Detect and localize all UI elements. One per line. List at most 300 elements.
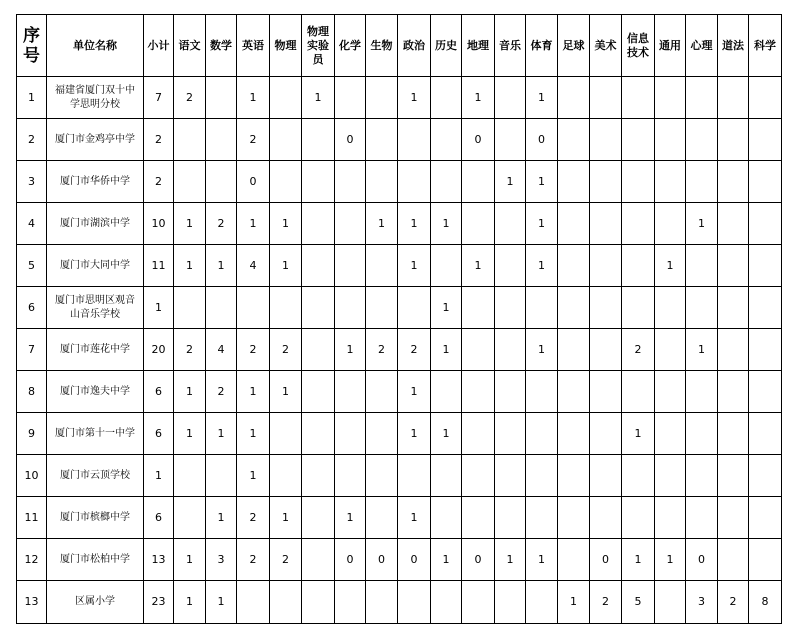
row-number: 12: [17, 539, 47, 581]
column-header: 单位名称: [47, 15, 144, 77]
count-cell: [495, 455, 526, 497]
table-row: [17, 413, 782, 455]
count-cell: [686, 287, 718, 329]
count-cell: [174, 161, 206, 203]
count-cell: [431, 119, 462, 161]
count-cell: [718, 539, 749, 581]
count-cell: 1: [398, 245, 431, 287]
subtotal-cell: 6: [144, 497, 174, 539]
count-cell: 3: [686, 581, 718, 624]
column-header: 历史: [431, 15, 462, 77]
count-cell: [462, 329, 495, 371]
count-cell: [335, 245, 366, 287]
count-cell: 1: [302, 77, 335, 119]
count-cell: [749, 287, 782, 329]
count-cell: 2: [237, 497, 270, 539]
count-cell: 0: [590, 539, 622, 581]
unit-name: 区属小学: [47, 581, 144, 624]
count-cell: 2: [590, 581, 622, 624]
count-cell: [462, 203, 495, 245]
count-cell: [495, 497, 526, 539]
count-cell: [655, 371, 686, 413]
count-cell: [655, 497, 686, 539]
subtotal-cell: 13: [144, 539, 174, 581]
count-cell: 1: [462, 77, 495, 119]
count-cell: [366, 413, 398, 455]
count-cell: [174, 497, 206, 539]
count-cell: 1: [526, 329, 558, 371]
count-cell: [526, 287, 558, 329]
count-cell: 1: [431, 203, 462, 245]
count-cell: [366, 371, 398, 413]
count-cell: [495, 371, 526, 413]
count-cell: [302, 287, 335, 329]
count-cell: [398, 161, 431, 203]
count-cell: [431, 581, 462, 624]
count-cell: [590, 245, 622, 287]
count-cell: [749, 245, 782, 287]
count-cell: [526, 455, 558, 497]
count-cell: [174, 119, 206, 161]
table-body: [17, 77, 782, 624]
count-cell: [718, 287, 749, 329]
count-cell: 1: [398, 413, 431, 455]
count-cell: [622, 161, 655, 203]
count-cell: [749, 455, 782, 497]
unit-name: 厦门市思明区观音山音乐学校: [47, 287, 144, 329]
count-cell: [302, 119, 335, 161]
count-cell: 1: [237, 455, 270, 497]
count-cell: 1: [526, 77, 558, 119]
count-cell: 2: [237, 539, 270, 581]
count-cell: [655, 413, 686, 455]
count-cell: 1: [206, 497, 237, 539]
count-cell: 2: [270, 539, 302, 581]
unit-name: 厦门市金鸡亭中学: [47, 119, 144, 161]
table-row: [17, 539, 782, 581]
count-cell: [270, 77, 302, 119]
count-cell: 1: [174, 371, 206, 413]
unit-name: 厦门市大同中学: [47, 245, 144, 287]
count-cell: [749, 161, 782, 203]
count-cell: 4: [206, 329, 237, 371]
count-cell: [206, 287, 237, 329]
count-cell: [237, 581, 270, 624]
row-number: 13: [17, 581, 47, 624]
count-cell: [558, 413, 590, 455]
count-cell: [655, 581, 686, 624]
unit-name: 厦门市松柏中学: [47, 539, 144, 581]
count-cell: 1: [270, 371, 302, 413]
unit-name: 厦门市逸夫中学: [47, 371, 144, 413]
count-cell: [495, 203, 526, 245]
count-cell: [526, 371, 558, 413]
count-cell: [718, 119, 749, 161]
count-cell: [335, 413, 366, 455]
count-cell: 1: [526, 203, 558, 245]
count-cell: [622, 287, 655, 329]
count-cell: [431, 77, 462, 119]
count-cell: [655, 287, 686, 329]
table-row: [17, 119, 782, 161]
count-cell: [431, 455, 462, 497]
count-cell: [302, 413, 335, 455]
count-cell: [206, 77, 237, 119]
column-header: 数学: [206, 15, 237, 77]
count-cell: 1: [622, 539, 655, 581]
count-cell: 1: [237, 203, 270, 245]
subtotal-cell: 2: [144, 161, 174, 203]
count-cell: [686, 497, 718, 539]
row-number: 2: [17, 119, 47, 161]
count-cell: 1: [431, 329, 462, 371]
count-cell: 2: [174, 329, 206, 371]
count-cell: [686, 413, 718, 455]
count-cell: 5: [622, 581, 655, 624]
count-cell: [495, 413, 526, 455]
count-cell: [366, 161, 398, 203]
unit-name: 厦门市云顶学校: [47, 455, 144, 497]
count-cell: [718, 245, 749, 287]
column-header: 足球: [558, 15, 590, 77]
count-cell: [590, 287, 622, 329]
count-cell: 1: [431, 539, 462, 581]
row-number: 4: [17, 203, 47, 245]
count-cell: [398, 581, 431, 624]
count-cell: 1: [174, 581, 206, 624]
unit-name: 福建省厦门双十中学思明分校: [47, 77, 144, 119]
column-header: 心理: [686, 15, 718, 77]
column-header: 序 号: [17, 15, 47, 77]
count-cell: [206, 119, 237, 161]
count-cell: [686, 77, 718, 119]
count-cell: [398, 119, 431, 161]
count-cell: [558, 287, 590, 329]
count-cell: [270, 581, 302, 624]
count-cell: 1: [270, 245, 302, 287]
count-cell: [749, 413, 782, 455]
count-cell: [622, 497, 655, 539]
count-cell: [622, 455, 655, 497]
count-cell: [495, 245, 526, 287]
count-cell: [686, 371, 718, 413]
row-number: 6: [17, 287, 47, 329]
count-cell: [302, 371, 335, 413]
count-cell: [270, 455, 302, 497]
count-cell: [590, 161, 622, 203]
count-cell: [718, 203, 749, 245]
row-number: 3: [17, 161, 47, 203]
count-cell: [558, 77, 590, 119]
count-cell: [558, 539, 590, 581]
count-cell: [655, 77, 686, 119]
count-cell: 0: [462, 119, 495, 161]
count-cell: [655, 161, 686, 203]
count-cell: 1: [366, 203, 398, 245]
count-cell: [686, 455, 718, 497]
count-cell: [558, 371, 590, 413]
count-cell: [495, 287, 526, 329]
count-cell: [718, 329, 749, 371]
count-cell: 2: [366, 329, 398, 371]
column-header: 科学: [749, 15, 782, 77]
count-cell: [655, 455, 686, 497]
count-cell: [558, 203, 590, 245]
count-cell: 1: [335, 497, 366, 539]
count-cell: [590, 497, 622, 539]
count-cell: 1: [655, 245, 686, 287]
count-cell: [558, 119, 590, 161]
count-cell: [398, 455, 431, 497]
count-cell: [366, 77, 398, 119]
count-cell: 0: [526, 119, 558, 161]
count-cell: [718, 413, 749, 455]
table-row: [17, 287, 782, 329]
count-cell: 0: [335, 539, 366, 581]
count-cell: 1: [270, 203, 302, 245]
count-cell: [686, 119, 718, 161]
count-cell: [526, 497, 558, 539]
count-cell: 1: [526, 539, 558, 581]
subtotal-cell: 10: [144, 203, 174, 245]
row-number: 7: [17, 329, 47, 371]
count-cell: [237, 287, 270, 329]
count-cell: [749, 203, 782, 245]
count-cell: [335, 161, 366, 203]
count-cell: 3: [206, 539, 237, 581]
count-cell: [302, 203, 335, 245]
count-cell: [270, 413, 302, 455]
count-cell: [749, 119, 782, 161]
unit-name: 厦门市槟榔中学: [47, 497, 144, 539]
count-cell: [718, 161, 749, 203]
count-cell: [590, 203, 622, 245]
count-cell: 0: [398, 539, 431, 581]
count-cell: [335, 203, 366, 245]
count-cell: 1: [335, 329, 366, 371]
count-cell: [495, 77, 526, 119]
row-number: 8: [17, 371, 47, 413]
column-header: 政治: [398, 15, 431, 77]
count-cell: [686, 161, 718, 203]
count-cell: [558, 245, 590, 287]
count-cell: [174, 287, 206, 329]
table-row: [17, 455, 782, 497]
count-cell: [558, 329, 590, 371]
count-cell: [398, 287, 431, 329]
count-cell: [431, 371, 462, 413]
count-cell: 4: [237, 245, 270, 287]
count-cell: 1: [398, 371, 431, 413]
count-cell: [302, 329, 335, 371]
count-cell: [366, 245, 398, 287]
count-cell: [590, 77, 622, 119]
count-cell: [558, 161, 590, 203]
count-cell: [495, 581, 526, 624]
count-cell: [302, 581, 335, 624]
subtotal-cell: 20: [144, 329, 174, 371]
count-cell: [335, 287, 366, 329]
count-cell: [462, 371, 495, 413]
subtotal-cell: 6: [144, 371, 174, 413]
subtotal-cell: 7: [144, 77, 174, 119]
count-cell: [655, 203, 686, 245]
count-cell: [335, 581, 366, 624]
count-cell: [366, 581, 398, 624]
table-row: [17, 497, 782, 539]
count-cell: [335, 455, 366, 497]
count-cell: [655, 329, 686, 371]
count-cell: 1: [206, 245, 237, 287]
count-cell: 0: [462, 539, 495, 581]
count-cell: [718, 497, 749, 539]
count-cell: [462, 287, 495, 329]
count-cell: [302, 497, 335, 539]
count-cell: [431, 161, 462, 203]
row-number: 9: [17, 413, 47, 455]
count-cell: [558, 455, 590, 497]
count-cell: 1: [526, 245, 558, 287]
count-cell: [431, 497, 462, 539]
count-cell: 1: [686, 203, 718, 245]
count-cell: [749, 329, 782, 371]
unit-name: 厦门市湖滨中学: [47, 203, 144, 245]
column-header: 生物: [366, 15, 398, 77]
subtotal-cell: 1: [144, 455, 174, 497]
table-header: [17, 15, 782, 77]
column-header: 音乐: [495, 15, 526, 77]
count-cell: 1: [174, 245, 206, 287]
count-cell: 1: [270, 497, 302, 539]
count-cell: 2: [206, 371, 237, 413]
count-cell: [526, 581, 558, 624]
count-cell: [462, 413, 495, 455]
count-cell: [622, 203, 655, 245]
count-cell: [749, 77, 782, 119]
count-cell: 0: [237, 161, 270, 203]
count-cell: 1: [398, 203, 431, 245]
row-number: 11: [17, 497, 47, 539]
column-header: 道法: [718, 15, 749, 77]
column-header: 物理: [270, 15, 302, 77]
count-cell: [366, 455, 398, 497]
count-cell: [270, 287, 302, 329]
staffing-table: [16, 14, 782, 624]
count-cell: 1: [558, 581, 590, 624]
column-header: 语文: [174, 15, 206, 77]
count-cell: [655, 119, 686, 161]
row-number: 1: [17, 77, 47, 119]
count-cell: 1: [431, 413, 462, 455]
column-header: 物理 实验 员: [302, 15, 335, 77]
count-cell: [366, 287, 398, 329]
count-cell: 1: [206, 413, 237, 455]
table-row: [17, 245, 782, 287]
count-cell: 1: [655, 539, 686, 581]
count-cell: [686, 245, 718, 287]
count-cell: 1: [174, 413, 206, 455]
count-cell: 1: [237, 371, 270, 413]
column-header: 地理: [462, 15, 495, 77]
count-cell: 1: [206, 581, 237, 624]
count-cell: 1: [495, 161, 526, 203]
count-cell: 2: [206, 203, 237, 245]
count-cell: [718, 455, 749, 497]
count-cell: [718, 77, 749, 119]
count-cell: [558, 497, 590, 539]
count-cell: 2: [237, 119, 270, 161]
count-cell: [590, 119, 622, 161]
count-cell: 1: [622, 413, 655, 455]
count-cell: 2: [237, 329, 270, 371]
count-cell: [206, 455, 237, 497]
count-cell: 1: [237, 413, 270, 455]
count-cell: 1: [237, 77, 270, 119]
count-cell: [431, 245, 462, 287]
unit-name: 厦门市莲花中学: [47, 329, 144, 371]
column-header: 信息 技术: [622, 15, 655, 77]
count-cell: [495, 119, 526, 161]
count-cell: [206, 161, 237, 203]
count-cell: 0: [335, 119, 366, 161]
count-cell: 1: [495, 539, 526, 581]
count-cell: 8: [749, 581, 782, 624]
count-cell: [590, 371, 622, 413]
count-cell: 1: [398, 497, 431, 539]
count-cell: [270, 119, 302, 161]
column-header: 化学: [335, 15, 366, 77]
count-cell: 1: [526, 161, 558, 203]
count-cell: 2: [270, 329, 302, 371]
count-cell: 0: [686, 539, 718, 581]
column-header: 美术: [590, 15, 622, 77]
column-header: 小计: [144, 15, 174, 77]
count-cell: 1: [431, 287, 462, 329]
unit-name: 厦门市华侨中学: [47, 161, 144, 203]
header-row: [17, 15, 782, 77]
subtotal-cell: 11: [144, 245, 174, 287]
count-cell: [462, 581, 495, 624]
count-cell: 1: [174, 203, 206, 245]
row-number: 10: [17, 455, 47, 497]
count-cell: [622, 245, 655, 287]
count-cell: [590, 455, 622, 497]
count-cell: 1: [686, 329, 718, 371]
count-cell: [335, 371, 366, 413]
count-cell: [302, 539, 335, 581]
count-cell: [302, 161, 335, 203]
count-cell: [462, 161, 495, 203]
count-cell: [302, 455, 335, 497]
count-cell: [302, 245, 335, 287]
column-header: 体育: [526, 15, 558, 77]
count-cell: [174, 455, 206, 497]
count-cell: [335, 77, 366, 119]
count-cell: 2: [718, 581, 749, 624]
count-cell: [526, 413, 558, 455]
unit-name: 厦门市第十一中学: [47, 413, 144, 455]
subtotal-cell: 1: [144, 287, 174, 329]
count-cell: [366, 497, 398, 539]
count-cell: 1: [174, 539, 206, 581]
count-cell: [718, 371, 749, 413]
count-cell: 2: [174, 77, 206, 119]
count-cell: [590, 413, 622, 455]
column-header: 英语: [237, 15, 270, 77]
column-header: 通用: [655, 15, 686, 77]
count-cell: [622, 77, 655, 119]
count-cell: [622, 119, 655, 161]
